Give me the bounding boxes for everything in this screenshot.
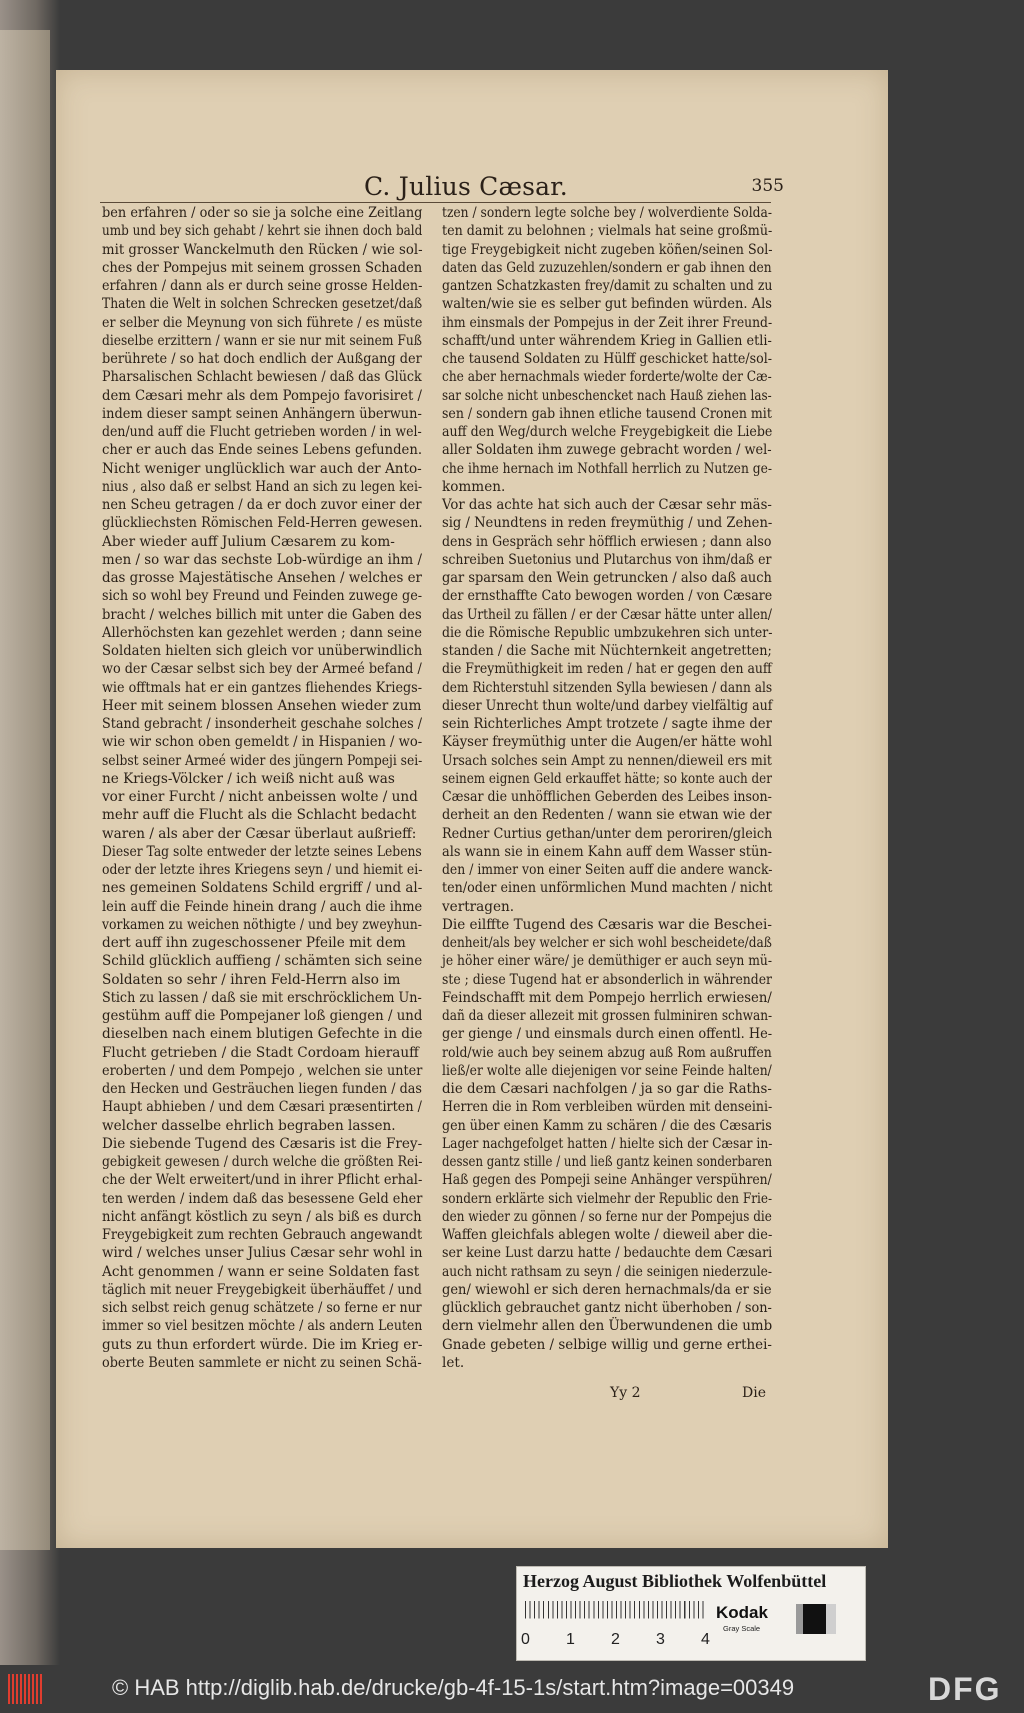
- text-line: tzen / sondern legte solche bey / wolverdiente Solda-: [442, 205, 772, 221]
- color-scale-target: [516, 1566, 866, 1661]
- text-line: standen / die Sache mit Nüchternkeit angetretten;: [442, 643, 772, 659]
- text-line: daten das Geld zuzuzehlen/sondern er gab ihnen den: [442, 259, 772, 276]
- text-line: Stand gebracht / insonderheit geschahe solches /: [102, 716, 423, 732]
- text-line: ten/oder einen unförmlichen Mund machten / nicht: [442, 880, 773, 897]
- text-line: cher er auch das Ende seines Lebens gefunden.: [102, 442, 423, 459]
- text-line: Thaten die Welt in solchen Schrecken gesetzet/daß: [102, 296, 423, 313]
- text-line: rold/wie auch bey seinem abzug auß Rom außruffen: [442, 1044, 772, 1061]
- text-line: Haß gegen des Pompeji seine Anhänger verspühren/: [442, 1172, 772, 1189]
- ruler-number: 1: [566, 1631, 575, 1648]
- text-line: wo der Cæsar selbst sich bey der Armeé befand /: [102, 661, 422, 678]
- text-line: das Urtheil zu fällen / er der Cæsar hätte unter allen/: [442, 606, 772, 623]
- text-line: Feindschafft mit dem Pompejo herrlich erwiesen/: [442, 989, 772, 1006]
- text-line: tige Freygebigkeit nicht zugeben köñen/seinen Sol-: [442, 241, 773, 258]
- text-line: berührete / so hat doch endlich der Außgang der: [102, 351, 422, 367]
- text-line: dem Richterstuhl sitzenden Sylla bewiesen / dann als: [442, 679, 773, 696]
- text-line: Soldaten so sehr / ihren Feld-Herrn also im: [102, 971, 401, 988]
- text-line: eroberten / und dem Pompejo , welchen sie unter: [102, 1062, 423, 1079]
- ruler-number: 2: [611, 1631, 620, 1648]
- text-line: die die Römische Republic umbzukehren sich unter-: [442, 624, 773, 641]
- text-line: gantzen Schatzkasten frey/damit zu schalten und zu: [442, 278, 773, 294]
- text-line: sondern erklärte sich vielmehr der Republic den Frie-: [442, 1190, 773, 1207]
- text-line: gestühm auff die Pompejaner loß giengen / und: [102, 1008, 423, 1024]
- text-line: Ursach solches sein Ampt zu nennen/dieweil ers mit: [442, 752, 772, 769]
- text-line: erfahren / dann als er durch seine grosse Helden-: [102, 278, 423, 294]
- gray-scale-patch: [796, 1604, 836, 1634]
- text-line: dert auff ihn zugeschossener Pfeile mit dem: [102, 935, 406, 951]
- text-line: den / immer von einer Seiten auff die andere wanck-: [442, 862, 773, 878]
- text-line: dieselben nach einem blutigen Gefechte in die: [102, 1026, 423, 1043]
- text-line: men / so war das sechste Lob-würdige an ihm /: [102, 551, 422, 568]
- text-line: Die siebende Tugend des Cæsaris ist die Frey-: [102, 1135, 423, 1152]
- text-line: Pharsalischen Schlacht bewiesen / daß das Glück: [102, 369, 422, 386]
- text-line: auch nicht rathsam zu seyn / die seinigen niederzule-: [442, 1263, 772, 1280]
- text-line: che ihme hernach im Nothfall herrlich zu Nutzen ge-: [442, 460, 773, 477]
- source-credit: © HAB http://diglib.hab.de/drucke/gb-4f-15-1s/start.htm?image=00349: [112, 1675, 795, 1700]
- running-title: C. Julius Cæsar.: [364, 172, 568, 201]
- catchword: Die: [742, 1385, 766, 1401]
- text-line: er selber die Meynung von sich führete / es müste: [102, 314, 423, 331]
- text-line: bracht / welches billich mit unter die Gaben des: [102, 606, 422, 623]
- text-line: gen/ wiewohl er sich deren hernachmals/da er sie: [442, 1281, 772, 1298]
- text-line: derheit an den Redenten / wann sie etwan wie der: [442, 807, 772, 824]
- text-line: kommen.: [442, 478, 506, 495]
- text-line: nen Scheu getragen / da er doch zuvor einer der: [102, 497, 422, 513]
- text-line: sich so wohl bey Freund und Feinden zuwege ge-: [102, 588, 423, 605]
- text-line: den wieder zu gönnen / so ferne nur der Pompejus die: [442, 1208, 772, 1225]
- text-line: lein auff die Feinde hinein drang / auch die ihme: [102, 898, 423, 915]
- text-line: schafft/und unter währendem Krieg in Gallien etli-: [442, 332, 772, 349]
- text-line: ste ; diese Tugend hat er absonderlich in währender: [442, 971, 772, 988]
- text-line: Die eilffte Tugend des Cæsaris war die Beschei-: [442, 916, 772, 933]
- text-line: täglich mit neuer Freygebigkeit überhäuffet / und: [102, 1281, 422, 1298]
- text-line: Käyser freymüthig unter die Augen/er hätte wohl: [442, 734, 773, 751]
- text-line: den/und auff die Flucht getrieben worden / in wel-: [102, 424, 422, 440]
- text-line: che aber hernachmals wieder forderte/wolte der Cæ-: [442, 369, 772, 386]
- text-line: selbst seiner Armeé wider des jüngern Pompeji sei-: [102, 752, 423, 769]
- text-line: dieser Unrecht thun wolte/und darbey vielfältig auf: [442, 697, 773, 714]
- text-line: che tausend Soldaten zu Hülff geschicket hatte/sol-: [442, 351, 773, 367]
- text-line: Gnade gebeten / selbige willig und gerne erthei-: [442, 1336, 772, 1353]
- text-line: mit grosser Wanckelmuth den Rücken / wie sol-: [102, 241, 423, 258]
- text-line: nicht anfängt köstlich zu seyn / als biß es durch: [102, 1208, 422, 1225]
- text-line: ben erfahren / oder so sie ja solche eine Zeitlang: [102, 205, 423, 221]
- text-line: gar sparsam den Wein getruncken / also daß auch: [442, 570, 772, 586]
- dfg-logo: DFG: [928, 1671, 1002, 1707]
- text-line: je höher einer wäre/ je demüthiger er auch seyn mü-: [442, 953, 773, 970]
- text-line: Cæsar die unhöfflichen Geberden des Leibes inson-: [442, 789, 772, 805]
- ruler-scale: [525, 1601, 707, 1630]
- footer-bar: [0, 1665, 1024, 1713]
- text-line: sen / sondern gab ihnen etliche tausend Cronen mit: [442, 405, 772, 422]
- library-name: Herzog August Bibliothek Wolfenbüttel: [523, 1571, 827, 1591]
- text-line: dañ da dieser allezeit mit grossen fulminiren schwan-: [442, 1008, 773, 1024]
- text-line: immer so viel besitzen möchte / als andern Leuten: [102, 1318, 423, 1335]
- right-text-column: [442, 204, 772, 1372]
- text-line: nius , also daß er selbst Hand an sich zu legen kei-: [102, 478, 423, 495]
- text-line: wird / welches unser Julius Cæsar sehr wohl in: [102, 1245, 423, 1262]
- left-text-column: [102, 204, 422, 1372]
- text-line: die dem Cæsari nachfolgen / ja so gar die Raths-: [442, 1081, 772, 1097]
- text-line: gen über einen Kamm zu schären / die des Cæsaris: [442, 1117, 772, 1134]
- text-line: Schild glücklich auffieng / schämten sich seine: [102, 953, 423, 970]
- text-line: Dieser Tag solte entweder der letzte seines Lebens: [102, 843, 422, 860]
- text-line: nes gemeinen Soldatens Schild ergriff / und al-: [102, 880, 423, 897]
- text-line: welcher dasselbe ehrlich begraben lassen.: [102, 1117, 396, 1134]
- page-header: [364, 172, 784, 202]
- ruler-number: 4: [701, 1631, 710, 1648]
- page-number: 355: [751, 176, 784, 196]
- text-line: oberte Beuten sammlete er nicht zu seinen Schä-: [102, 1354, 422, 1371]
- ruler-numbers: [521, 1631, 721, 1651]
- page-footer: [442, 1385, 772, 1407]
- ruler-number: 0: [521, 1631, 530, 1648]
- text-line: sig / Neundtens in reden freymüthig / und Zehen-: [442, 515, 773, 532]
- text-line: sar solche nicht unbeschencket nach Hauß ziehen las-: [442, 387, 772, 404]
- text-line: wie offtmals hat er ein gantzes fliehendes Kriegs-: [102, 679, 423, 696]
- text-line: umb und bey sich gehabt / kehrt sie ihnen doch bald: [102, 223, 423, 240]
- text-line: Allerhöchsten kan gezehlet werden ; dann seine: [102, 624, 422, 641]
- kodak-brand: Kodak: [716, 1603, 768, 1622]
- text-line: dens in Gespräch sehr höfflich erwiesen ; dann also: [442, 533, 772, 550]
- text-line: mehr auff die Flucht als die Schlacht bedacht: [102, 807, 417, 824]
- text-line: Waffen gleichfals ablegen wolte / dieweil aber die-: [442, 1227, 773, 1243]
- text-line: ches der Pompejus mit seinem grossen Schaden: [102, 259, 423, 276]
- text-line: die Freymüthigkeit im reden / hat er gegen den auff: [442, 661, 772, 678]
- text-line: ser keine Lust darzu hatte / bedauchte dem Cæsari: [442, 1245, 773, 1262]
- signature-mark: Yy 2: [610, 1385, 641, 1401]
- hab-logo-icon: [8, 1674, 44, 1704]
- text-line: oder der letzte ihres Kriegens seyn / und hiemit ei-: [102, 862, 423, 878]
- text-line: dern vielmehr allen den Überwundenen die umb: [442, 1318, 773, 1335]
- text-line: che der Welt erweitert/und in ihrer Pflicht erhal-: [102, 1172, 423, 1189]
- text-line: Herren die in Rom verbleiben würden mit denseini-: [442, 1099, 773, 1116]
- text-line: vor einer Furcht / nicht anbeissen wolte / und: [102, 789, 418, 805]
- text-line: dem Cæsari mehr als dem Pompejo favorisiret /: [102, 387, 422, 404]
- text-line: let.: [442, 1354, 465, 1371]
- text-line: Soldaten hielten sich gleich vor unüberwindlich: [102, 643, 423, 659]
- text-line: vertragen.: [442, 898, 515, 915]
- text-line: guts zu thun erfordert würde. Die im Krieg er-: [102, 1336, 423, 1353]
- text-line: aller Soldaten ihm zuwege gebracht worden / wel-: [442, 442, 772, 459]
- kodak-gray-scale-label: Gray Scale: [723, 1624, 761, 1633]
- text-line: wie wir schon oben gemeldt / in Hispanien / wo-: [102, 734, 423, 751]
- text-line: ger gienge / und einsmals durch einen offentl. He-: [442, 1026, 773, 1043]
- text-line: als wann sie in einem Kahn auff dem Wasser stün-: [442, 843, 773, 860]
- text-line: indem dieser sampt seinen Anhängern überwun-: [102, 405, 422, 422]
- text-line: ließ/er wolte alle diejenigen vor seine Feinde halten/: [442, 1062, 772, 1079]
- text-line: Acht genommen / wann er seine Soldaten fast: [102, 1263, 420, 1280]
- text-line: sein Richterliches Ampt trotzete / sagte ihme der: [442, 716, 772, 732]
- text-line: Redner Curtius gethan/unter dem peroriren/gleich: [442, 825, 773, 842]
- text-line: der ernsthaffte Cato bewogen worden / von Cæsare: [442, 588, 773, 605]
- text-line: waren / als aber der Cæsar überlaut außrieff:: [102, 825, 417, 842]
- text-line: ten werden / indem daß das besessene Geld eher: [102, 1190, 423, 1207]
- text-line: vorkamen zu weichen nöthigte / und bey zweyhun-: [102, 916, 422, 933]
- previous-page-edge: [0, 30, 50, 1550]
- text-line: auff den Weg/durch welche Freygebigkeit die Liebe: [442, 424, 773, 440]
- text-line: Freygebigkeit zum rechten Gebrauch angewandt: [102, 1227, 423, 1243]
- text-line: gebigkeit gewesen / durch welche die größten Rei-: [102, 1154, 423, 1170]
- text-line: Stich zu lassen / daß sie mit erschröcklichem Un-: [102, 989, 422, 1006]
- text-line: glückliechsten Römischen Feld-Herren gewesen.: [102, 515, 423, 532]
- text-line: Lager nachgefolget hatten / hielte sich der Cæsar in-: [442, 1135, 773, 1152]
- text-line: Vor das achte hat sich auch der Cæsar sehr mäs-: [442, 497, 772, 513]
- text-line: glücklich gebrauchet gantz nicht überhoben / son-: [442, 1300, 772, 1316]
- text-line: Haupt abhieben / und dem Cæsari præsentirten /: [102, 1099, 422, 1116]
- text-line: schreiben Suetonius und Plutarchus von ihm/daß er: [442, 551, 772, 568]
- ruler-number: 3: [656, 1631, 665, 1648]
- text-line: ihm einsmals der Pompejus in der Zeit ihrer Freund-: [442, 314, 773, 331]
- text-line: das grosse Majestätische Ansehen / welches er: [102, 570, 422, 586]
- text-line: dessen gantz stille / und ließ gantz keinen sonderbaren: [442, 1154, 773, 1170]
- text-line: ten damit zu belohnen ; vielmals hat seine großmü-: [442, 223, 773, 240]
- text-line: Aber wieder auff Julium Cæsarem zu kom-: [102, 533, 395, 550]
- text-line: sich selbst reich genug schätzete / so ferne er nur: [102, 1300, 422, 1316]
- text-line: Heer mit seinem blossen Ansehen wieder zum: [102, 697, 422, 714]
- header-rule: [100, 202, 771, 203]
- text-line: Nicht weniger unglücklich war auch der Anto-: [102, 460, 422, 477]
- text-line: den Hecken und Gesträuchen liegen funden / das: [102, 1081, 422, 1097]
- text-line: walten/wie sie es selber gut befinden würden. Als: [442, 296, 773, 313]
- text-line: seinem eignen Geld erkauffet hätte; so konte auch der: [442, 770, 772, 787]
- text-line: denheit/als bey welcher er sich wohl bescheidete/daß: [442, 935, 772, 951]
- text-line: Flucht getrieben / die Stadt Cordoam hierauff: [102, 1044, 419, 1061]
- text-line: dieselbe erzittern / wann er sie nur mit seinem Fuß: [102, 332, 422, 349]
- text-line: ne Kriegs-Völcker / ich weiß nicht auß was: [102, 770, 395, 787]
